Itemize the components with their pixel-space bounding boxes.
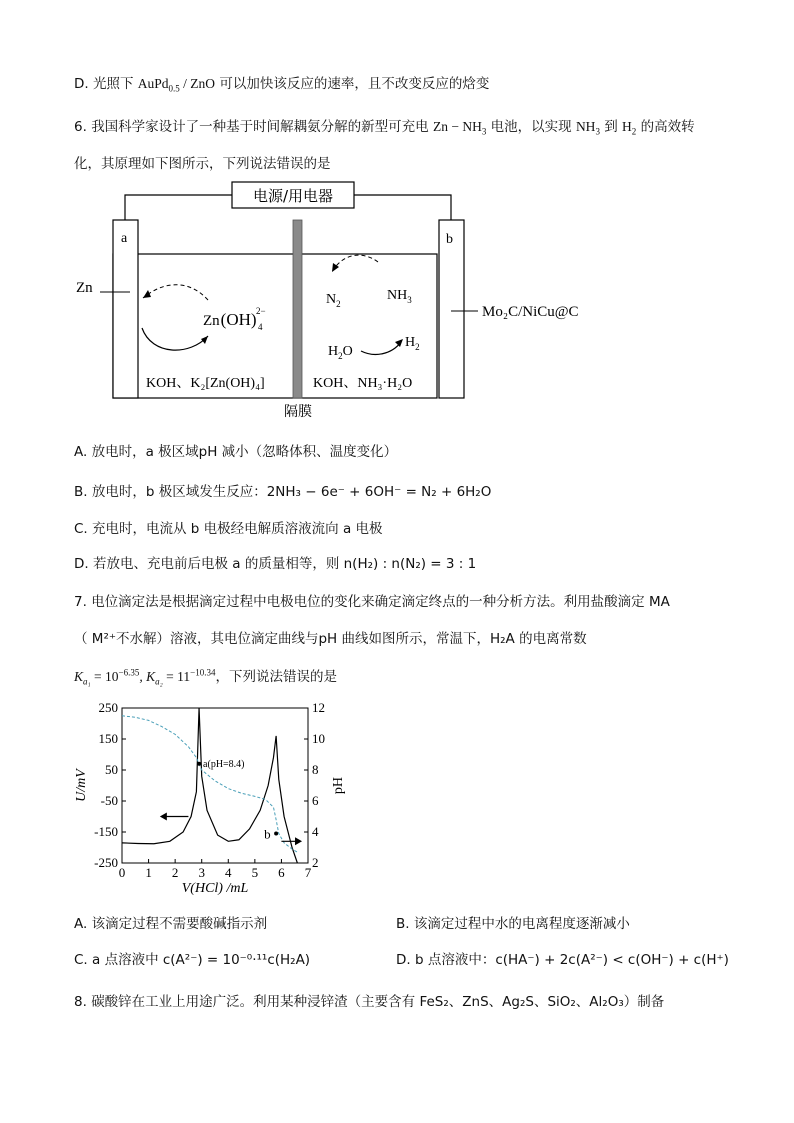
annotation-label: a(pH=8.4): [203, 758, 245, 770]
x-tick-label: 6: [278, 865, 285, 880]
arrowhead: [395, 339, 403, 347]
battery-diagram: [70, 178, 610, 426]
x-tick-label: 7: [304, 865, 312, 880]
q7-stem-line3: $K_{a_1} = 10^{-6.35}$, $K_{a_2} = 11^{-10.34}$，下列说法错误的是: [74, 667, 337, 687]
titration-chart: [70, 700, 360, 900]
question-number: 6.: [74, 119, 87, 135]
arrowhead: [201, 336, 208, 344]
zincate-sup: 2−: [256, 306, 266, 316]
question-number: 8.: [74, 994, 87, 1010]
annotation-point: [197, 762, 201, 766]
arrowhead: [295, 837, 302, 845]
arrowhead: [143, 290, 151, 298]
dashed-arc-right: [332, 255, 378, 272]
zn-label: Zn: [76, 280, 93, 296]
nh3-species: $NH_3$: [387, 288, 412, 305]
stem-text: 我国科学家设计了一种基于时间解耦氨分解的新型可充电: [91, 119, 429, 135]
q7-stem-line2: （ M²⁺不水解）溶液，其电位滴定曲线与pH 曲线如图所示，常温下，H₂A 的电离常数: [74, 631, 587, 647]
right-electrolyte: KOH、NH₃·H₂O: [313, 376, 413, 391]
y-right-axis-label: pH: [331, 776, 346, 795]
formula: $Zn - NH_3$: [432, 119, 487, 137]
x-tick-label: 2: [171, 865, 179, 880]
formula: AuPd$_{0.5}$ / ZnO: [137, 76, 216, 94]
q5-option-d: [74, 72, 489, 94]
x-tick-label: 5: [251, 865, 259, 880]
y-right-tick-label: 6: [312, 793, 319, 808]
q7-option-a: A. 该滴定过程不需要酸碱指示剂: [74, 916, 268, 932]
n2-species: $N_2$: [326, 292, 341, 309]
electrode-b-label: b: [446, 232, 453, 247]
option-text: 可以加快该反应的速率，且不改变反应的焓变: [219, 76, 490, 92]
left-electrolyte: KOH、K₂[Zn(OH)₄]: [146, 376, 265, 391]
stem-text: 到: [604, 119, 618, 135]
h2-species: $H_2$: [405, 335, 420, 352]
annotation-point: [274, 832, 278, 836]
q7-option-d: D. b 点溶液中：c(HA⁻) + 2c(A²⁻) < c(OH⁻) + c(H⁺): [396, 952, 729, 968]
cathode-label: Mo₂C/NiCu@C: [482, 304, 579, 320]
question-number: 7.: [74, 594, 87, 610]
membrane: [293, 220, 302, 398]
q7-option-b: B. 该滴定过程中水的电离程度逐渐减小: [396, 916, 630, 932]
y-right-tick-label: 10: [312, 731, 325, 746]
option-label: D.: [74, 76, 89, 92]
q7-option-c: C. a 点溶液中 c(A²⁻) = 10⁻⁰·¹¹c(H₂A): [74, 952, 311, 968]
power-source-label: 电源/用电器: [252, 187, 334, 205]
q6-stem-line1: [74, 115, 695, 137]
y-left-axis-label: U/mV: [74, 769, 89, 802]
y-right-tick-label: 4: [312, 824, 319, 839]
electrode-a: [113, 220, 138, 398]
h2o-species: $H_2O$: [328, 344, 353, 361]
y-left-tick-label: 50: [105, 762, 118, 777]
potential-curve: [122, 708, 297, 863]
q7-stem-line1: 7. 电位滴定法是根据滴定过程中电极电位的变化来确定滴定终点的一种分析方法。利用盐酸滴定 MA: [74, 594, 670, 610]
y-left-tick-label: -250: [94, 855, 118, 870]
y-left-tick-label: 150: [98, 731, 118, 746]
stem-text: 的高效转: [640, 119, 695, 135]
wire-left: [125, 195, 232, 220]
x-tick-label: 0: [118, 865, 126, 880]
q6-option-c: C. 充电时，电流从 b 电极经电解质溶液流向 a 电极: [74, 521, 383, 537]
q8-stem: 8. 碳酸锌在工业上用途广泛。利用某种浸锌渣（主要含有 FeS₂、ZnS、Ag₂S、SiO₂、Al₂O₃）制备: [74, 994, 665, 1010]
solid-arc-right: [361, 342, 401, 354]
y-right-tick-label: 2: [312, 855, 319, 870]
x-tick-label: 1: [145, 865, 152, 880]
q6-stem-line2: 化，其原理如下图所示，下列说法错误的是: [74, 156, 331, 172]
stem-text: 电池，以实现: [490, 119, 572, 135]
q6-option-a: A. 放电时，a 极区域pH 减小（忽略体积、温度变化）: [74, 444, 398, 460]
formula: $H_2$: [622, 119, 637, 137]
formula: $NH_3$: [575, 119, 600, 137]
solid-arc-left: [142, 328, 208, 350]
arrowhead: [160, 813, 167, 821]
zincate-ion: Zn(OH): [203, 310, 257, 329]
ph-curve: [122, 716, 297, 852]
x-axis-label: V(HCl) /mL: [181, 881, 249, 896]
q6-option-d: D. 若放电、充电前后电极 a 的质量相等，则 n(H₂) : n(N₂) = 3 : 1: [74, 556, 477, 572]
annotation-label: b: [264, 826, 271, 842]
zincate-sub: 4: [258, 322, 263, 332]
y-left-tick-label: -150: [94, 824, 118, 839]
y-left-tick-label: -50: [100, 793, 118, 808]
wire-right: [354, 195, 451, 220]
x-tick-label: 4: [225, 865, 232, 880]
y-right-tick-label: 8: [312, 762, 319, 777]
y-left-tick-label: 250: [98, 700, 118, 715]
x-tick-label: 3: [198, 865, 205, 880]
dashed-arc-left: [143, 285, 208, 300]
membrane-label: 隔膜: [284, 404, 312, 420]
q6-option-b: B. 放电时，b 极区域发生反应：2NH₃ − 6e⁻ + 6OH⁻ = N₂ + 6H₂O: [74, 484, 492, 500]
electrode-a-label: a: [121, 231, 128, 246]
y-right-tick-label: 12: [312, 700, 325, 715]
option-text: 光照下: [92, 76, 134, 92]
